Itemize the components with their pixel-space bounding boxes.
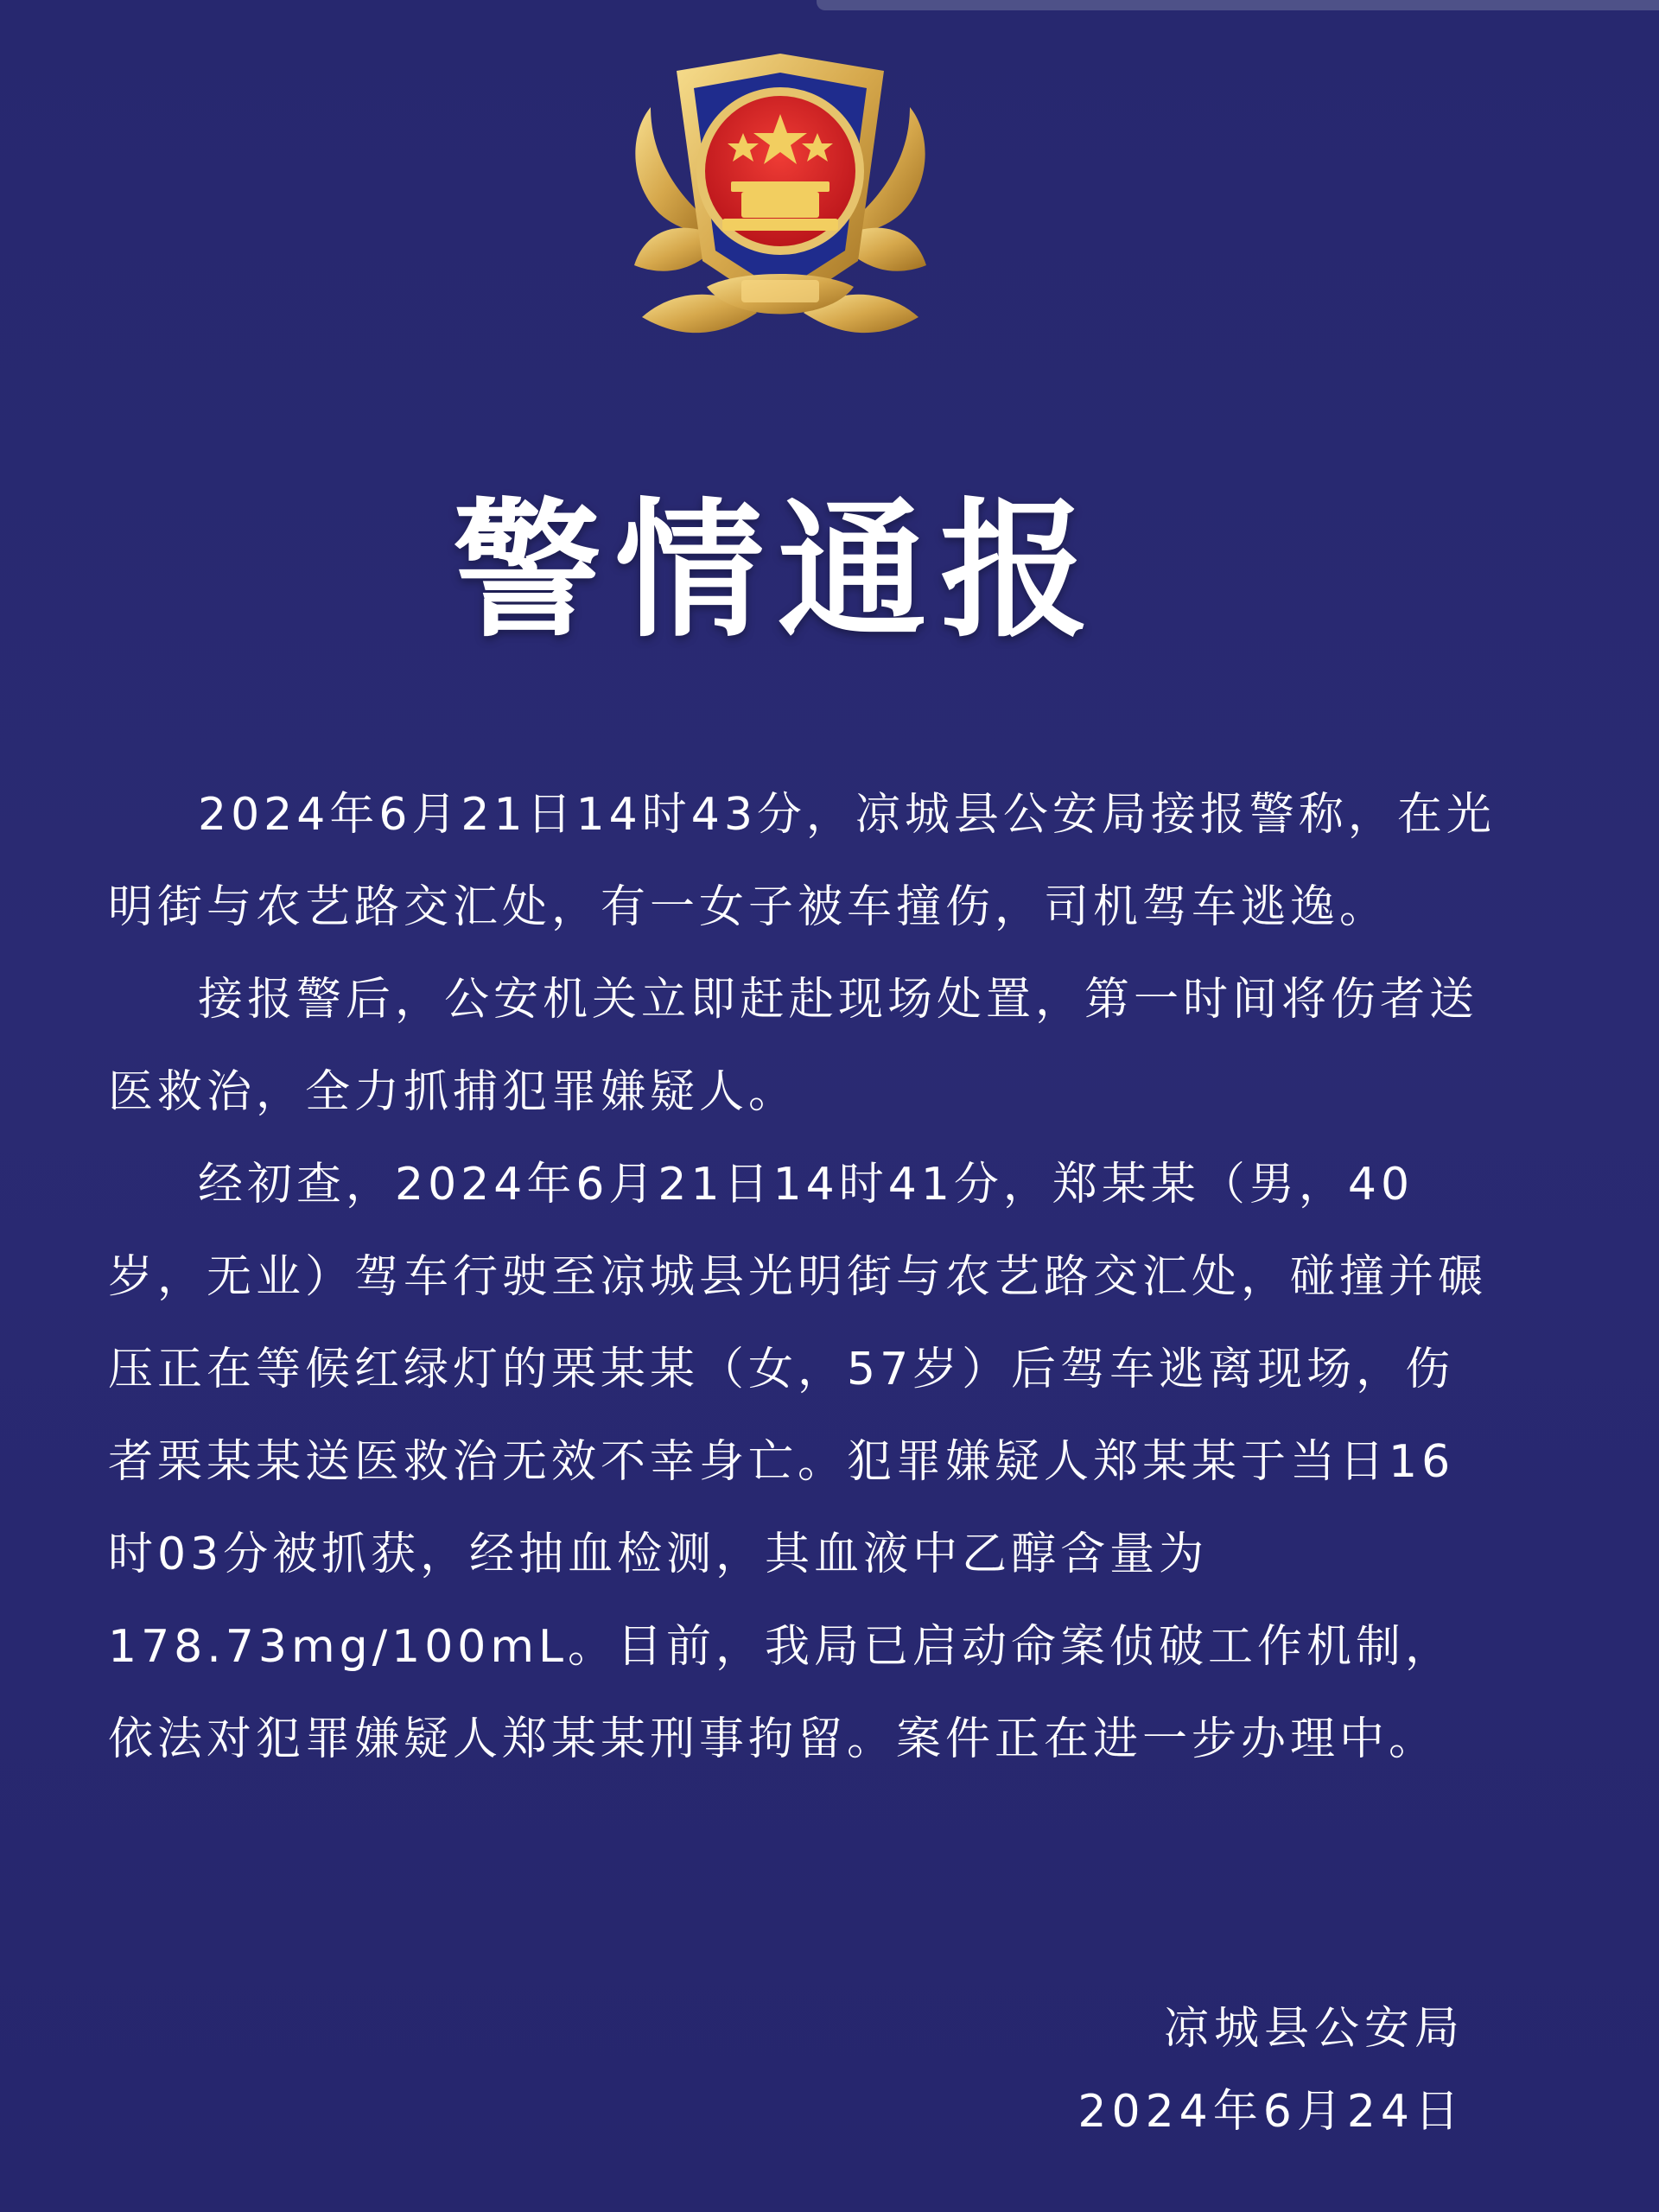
notice-body <box>108 769 1499 1786</box>
notice-title: 警情通报 <box>453 484 1103 658</box>
paragraph-2: 接报警后，公安机关立即赶赴现场处置，第一时间将伤者送医救治，全力抓捕犯罪嫌疑人。 <box>108 974 1479 1118</box>
signature-date: 2024年6月24日 <box>1077 2086 1465 2138</box>
signature-organization: 凉城县公安局 <box>1163 2003 1465 2055</box>
police-emblem-icon <box>612 54 949 392</box>
paragraph-3: 经初查，2024年6月21日14时41分，郑某某（男，40岁，无业）驾车行驶至凉城县光明街与农艺路交汇处，碰撞并碾压正在等候红绿灯的栗某某（女，57岁）后驾车逃离现场，伤者栗某某送医救治无效不幸身亡。犯罪嫌疑人郑某某于当日16时03分被抓获，经抽血检测，其血液中乙醇含量为178.73mg/100mL。目前，我局已启动命案侦破工作机制，依法对犯罪嫌疑人郑某某刑事拘留。案件正在进一步办理中。 <box>108 1159 1488 1765</box>
paragraph-1: 2024年6月21日14时43分，凉城县公安局接报警称，在光明街与农艺路交汇处，有一女子被车撞伤，司机驾车逃逸。 <box>108 789 1496 933</box>
signature-block <box>1077 1987 1465 2153</box>
top-strip <box>817 0 1659 10</box>
